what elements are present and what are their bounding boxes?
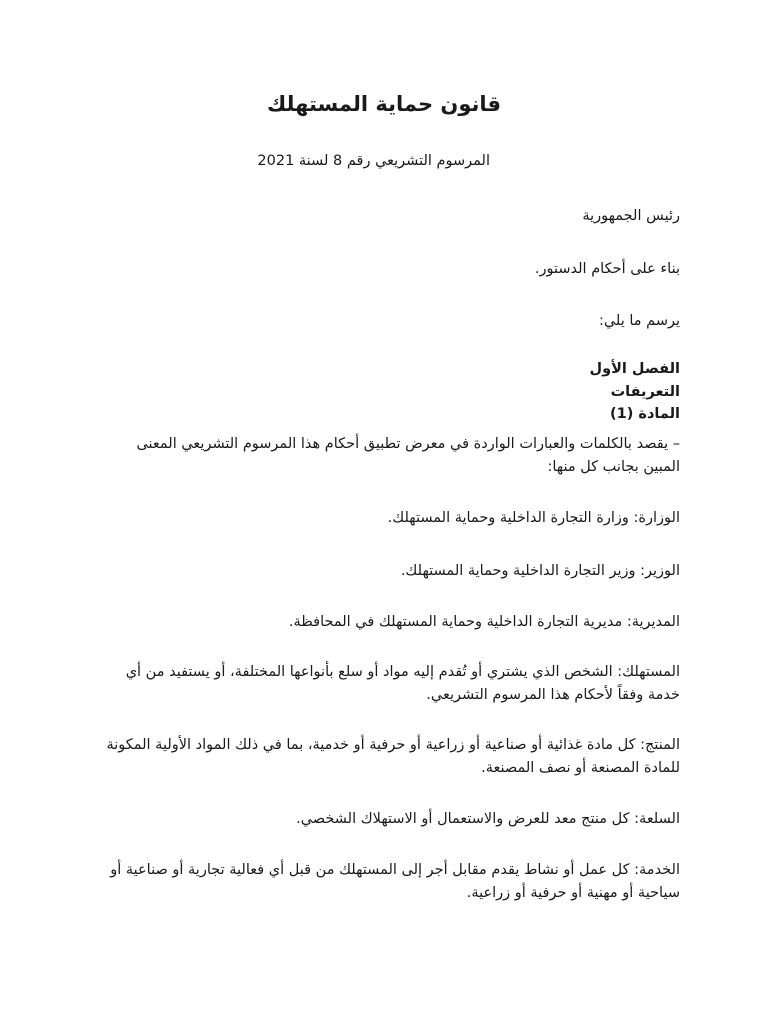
chapter-heading: الفصل الأول: [589, 361, 680, 377]
definition-minister: الوزير: وزير التجارة الداخلية وحماية المستهلك.: [400, 563, 680, 579]
definition-product: المنتج: كل مادة غذائية أو صناعية أو زراعية أو حرفية أو خدمية، بما في ذلك المواد الأولية المكونة للمادة المصنعة أو نصف المصنعة.: [106, 737, 680, 776]
definition-ministry: الوزارة: وزارة التجارة الداخلية وحماية المستهلك.: [387, 510, 680, 526]
definition-commodity: السلعة: كل منتج معد للعرض والاستعمال أو الاستهلاك الشخصي.: [296, 811, 680, 827]
decree-line: المرسوم التشريعي رقم 8 لسنة 2021: [257, 153, 490, 169]
definition-consumer: المستهلك: الشخص الذي يشتري أو تُقدم إليه مواد أو سلع بأنواعها المختلفة، أو يستفيد من أي خدمة وفقاً لأحكام هذا المرسوم التشريعي.: [125, 664, 680, 703]
issuer-line: رئيس الجمهورية: [582, 208, 680, 224]
article-heading: المادة (1): [610, 406, 680, 422]
article-intro: – يقصد بالكلمات والعبارات الواردة في معرض تطبيق أحكام هذا المرسوم التشريعي المعنى المبين بجانب كل منها:: [136, 436, 680, 475]
chapter-title: التعريفات: [610, 384, 680, 400]
document-title: قانون حماية المستهلك: [266, 92, 502, 116]
definition-directorate: المديرية: مديرية التجارة الداخلية وحماية المستهلك في المحافظة.: [288, 614, 680, 630]
basis-line: بناء على أحكام الدستور.: [534, 261, 680, 277]
definition-service: الخدمة: كل عمل أو نشاط يقدم مقابل أجر إلى المستهلك من قبل أي فعالية تجارية أو صناعية أو سياحية أو مهنية أو حرفية أو زراعية.: [110, 862, 680, 901]
decrees-line: يرسم ما يلي:: [598, 313, 680, 329]
